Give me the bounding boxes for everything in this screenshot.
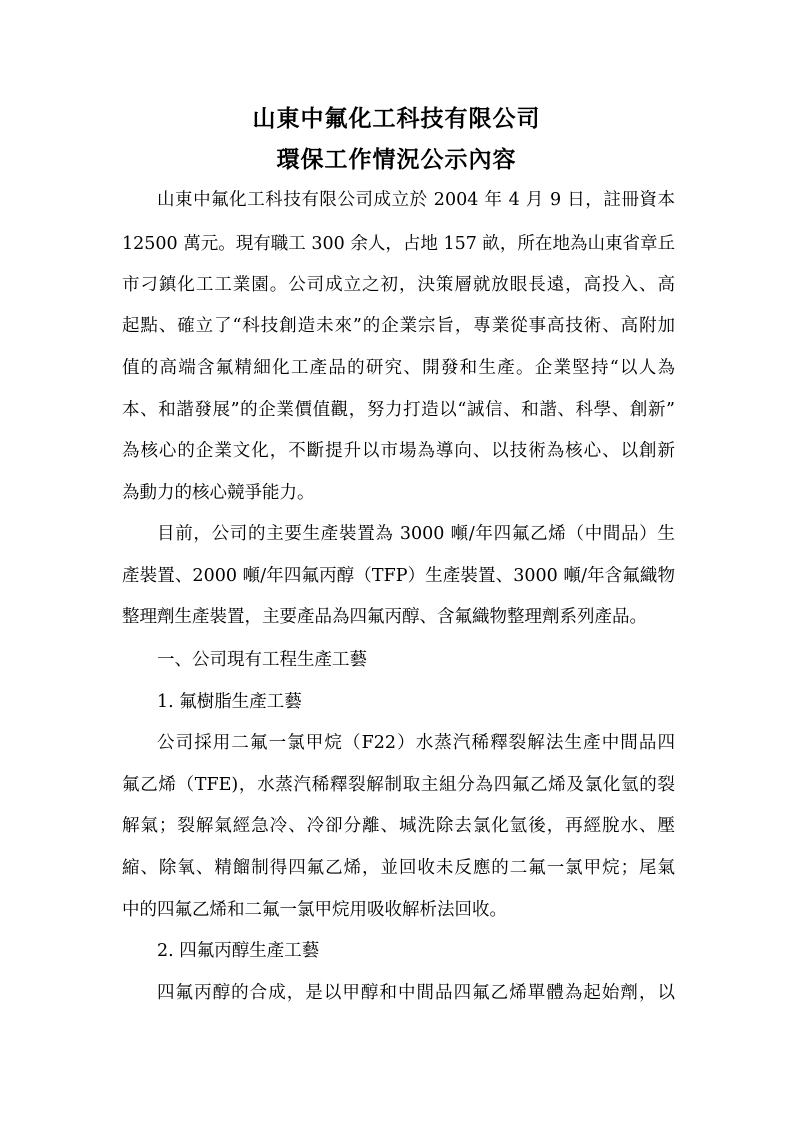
paragraph-line: 目前，公司的主要生產裝置為 3000 噸/年四氟乙烯（中間品）生 xyxy=(157,524,675,544)
paragraph-line: 起點、確立了“科技創造未來”的企業宗旨，專業從事高技術、高附加 xyxy=(122,316,675,336)
paragraph-line: 為動力的核心競爭能力。 xyxy=(122,483,315,503)
paragraph-line: 值的高端含氟精細化工產品的研究、開發和生產。企業堅持“以人為 xyxy=(122,358,675,378)
paragraph-line: 四氟丙醇的合成，是以甲醇和中間品四氟乙烯單體為起始劑，以 xyxy=(157,983,675,1003)
paragraph-line: 中的四氟乙烯和二氟一氯甲烷用吸收解析法回收。 xyxy=(122,900,507,920)
document-subtitle: 環保工作情況公示內容 xyxy=(276,147,517,173)
paragraph-line: 解氣；裂解氣經急冷、冷卻分離、堿洗除去氯化氫後，再經脫水、壓 xyxy=(122,816,675,836)
paragraph-line: 山東中氟化工科技有限公司成立於 2004 年 4 月 9 日，註冊資本 xyxy=(157,190,675,210)
subsection-heading: 2. 四氟丙醇生產工藝 xyxy=(157,941,320,961)
paragraph-line: 產裝置、2000 噸/年四氟丙醇（TFP）生產裝置、3000 噸/年含氟織物 xyxy=(122,566,675,586)
subsection-heading: 1. 氟樹脂生產工藝 xyxy=(157,692,302,712)
document-title: 山東中氟化工科技有限公司 xyxy=(252,106,541,132)
paragraph-line: 市刁鎮化工工業園。公司成立之初，決策層就放眼長遠，高投入、高 xyxy=(122,275,675,295)
paragraph-line: 氟乙烯（TFE)，水蒸汽稀釋裂解制取主組分為四氟乙烯及氯化氫的裂 xyxy=(122,775,675,795)
paragraph-line: 本、和諧發展”的企業價值觀，努力打造以“誠信、和諧、科學、創新” xyxy=(122,400,675,420)
paragraph-line: 縮、除氧、精餾制得四氟乙烯，並回收未反應的二氟一氯甲烷；尾氣 xyxy=(122,858,675,878)
paragraph-line: 為核心的企業文化，不斷提升以市場為導向、以技術為核心、以創新 xyxy=(122,441,675,461)
paragraph-line: 12500 萬元。現有職工 300 余人，占地 157 畝，所在地為山東省章丘 xyxy=(122,234,675,254)
paragraph-line: 整理劑生產裝置，主要產品為四氟丙醇、含氟織物整理劑系列產品。 xyxy=(122,607,647,627)
paragraph-line: 公司採用二氟一氯甲烷（F22）水蒸汽稀釋裂解法生產中間品四 xyxy=(157,733,675,753)
section-heading: 一、公司現有工程生產工藝 xyxy=(157,650,367,670)
